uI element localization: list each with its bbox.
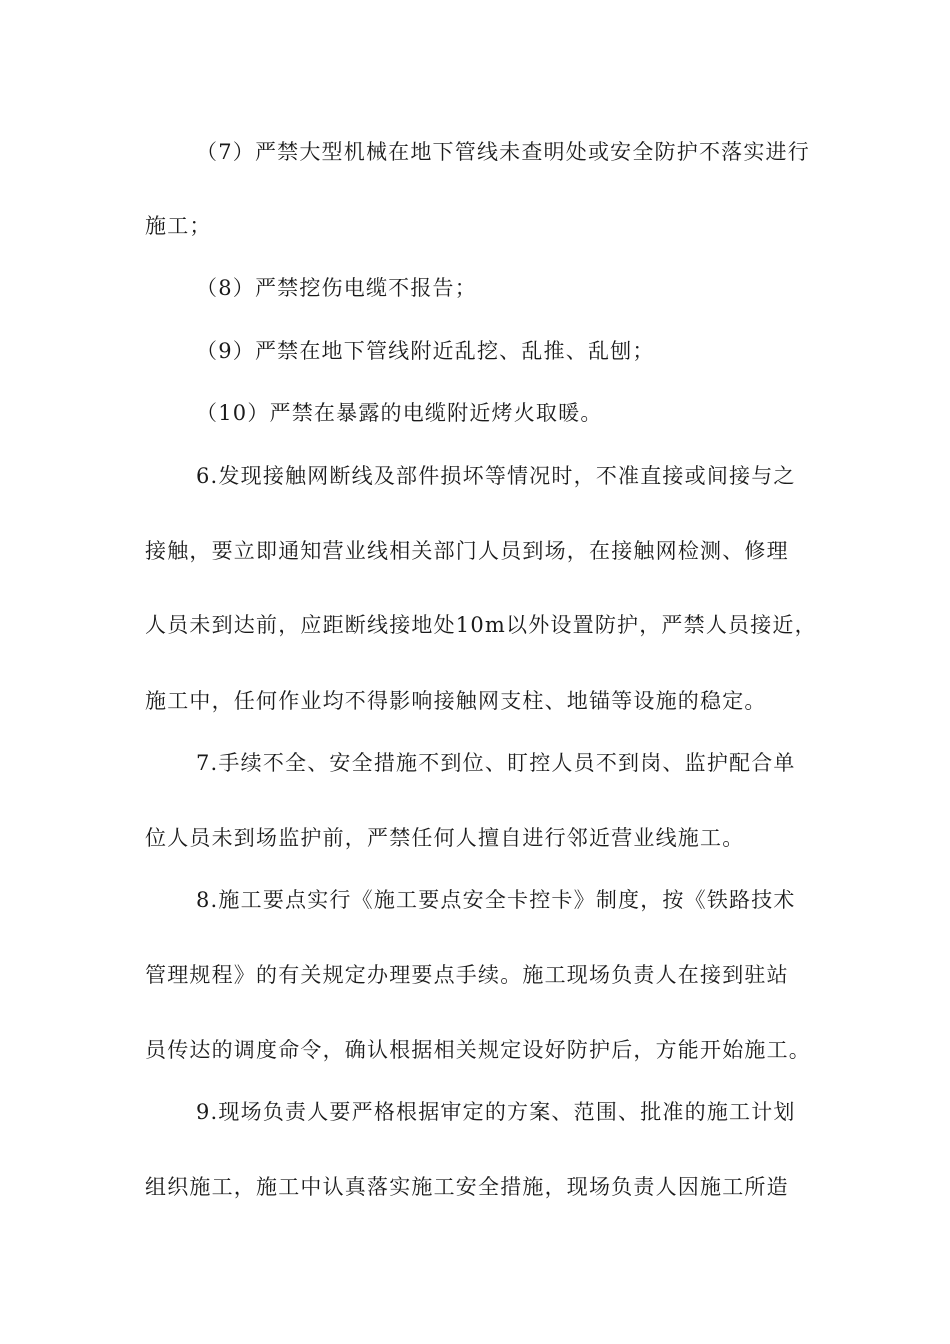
text-line: 8.施工要点实行《施工要点安全卡控卡》制度，按《铁路技术 [196, 888, 796, 912]
text-line: 接触，要立即通知营业线相关部门人员到场，在接触网检测、修理 [145, 539, 789, 563]
text-line: （10）严禁在暴露的电缆附近烤火取暖。 [196, 401, 603, 425]
text-line: 6.发现接触网断线及部件损坏等情况时，不准直接或间接与之 [196, 464, 796, 488]
text-line: 施工中，任何作业均不得影响接触网支柱、地锚等设施的稳定。 [145, 689, 767, 713]
text-line: 位人员未到场监护前，严禁任何人擅自进行邻近营业线施工。 [145, 826, 745, 850]
text-line: 施工； [145, 214, 212, 238]
text-line: 7.手续不全、安全措施不到位、盯控人员不到岗、监护配合单 [196, 751, 796, 775]
text-line: 9.现场负责人要严格根据审定的方案、范围、批准的施工计划 [196, 1100, 796, 1124]
text-line: 人员未到达前，应距断线接地处10m以外设置防护，严禁人员接近， [145, 613, 817, 637]
text-line: （9）严禁在地下管线附近乱挖、乱推、乱刨； [196, 339, 655, 363]
text-line: （8）严禁挖伤电缆不报告； [196, 276, 477, 300]
text-line: 管理规程》的有关规定办理要点手续。施工现场负责人在接到驻站 [145, 963, 789, 987]
text-line: 员传达的调度命令，确认根据相关规定设好防护后，方能开始施工。 [145, 1038, 811, 1062]
text-line: 组织施工，施工中认真落实施工安全措施，现场负责人因施工所造 [145, 1175, 789, 1199]
text-line: （7）严禁大型机械在地下管线未查明处或安全防护不落实进行 [196, 140, 810, 164]
